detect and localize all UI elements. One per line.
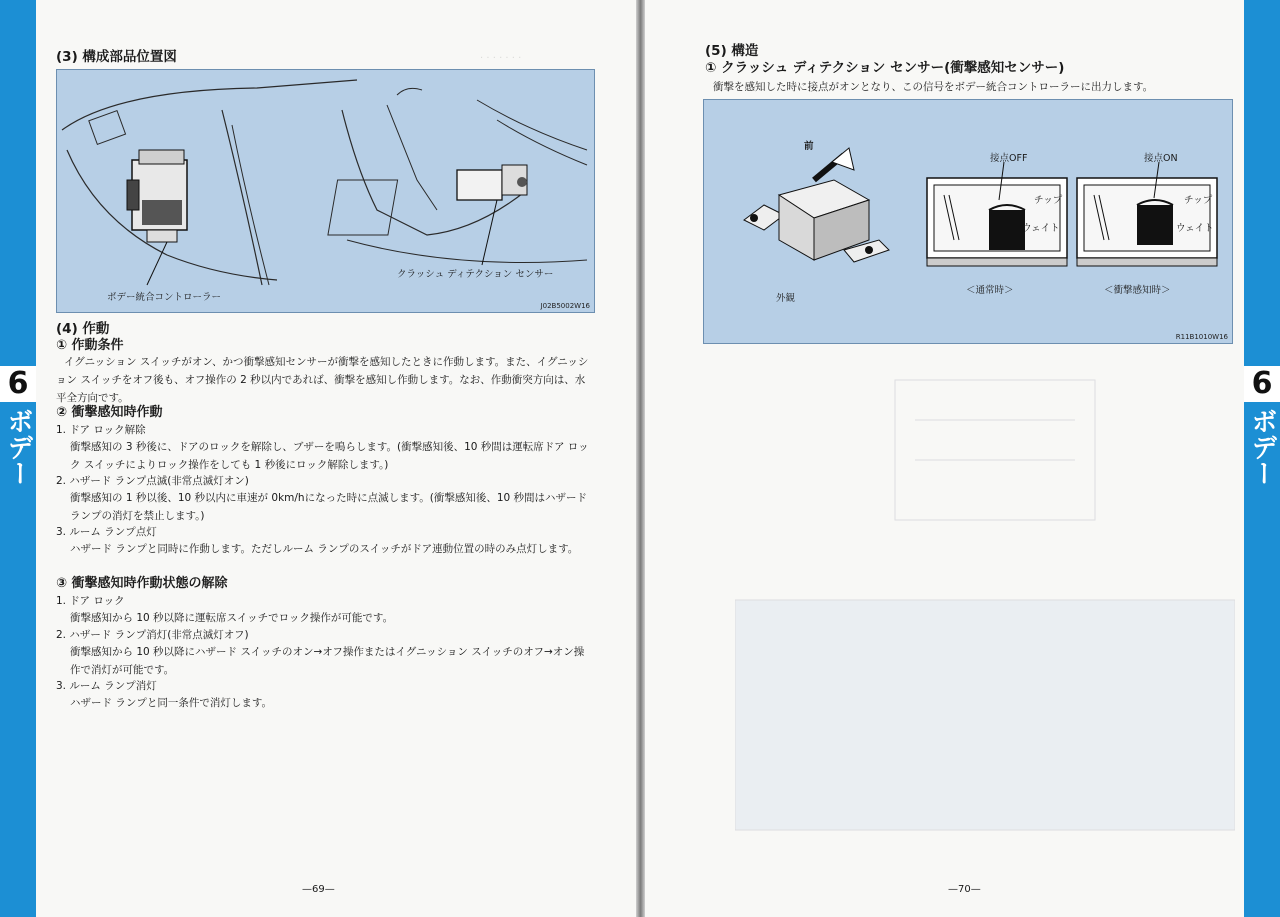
paragraph: 衝撃を感知した時に接点がオンとなり、この信号をボデー統合コントローラーに出力します。 [713, 81, 1154, 93]
chapter-tab-left [0, 0, 36, 917]
left-page [0, 0, 636, 917]
section-title: (3) 構成部品位置図 [56, 49, 177, 65]
contact-on-label: 接点ON [1144, 153, 1178, 164]
sensor-callout: クラッシュ ディテクション センサー [397, 269, 554, 280]
chapter-tab-right [1244, 0, 1280, 917]
list-item-body: 衝撃感知から 10 秒以降に運転席スイッチでロック操作が可能です。 [70, 612, 394, 624]
sensor-structure-figure [703, 99, 1233, 344]
list-item-head: 2. ハザード ランプ消灯(非常点滅灯オフ) [56, 629, 249, 641]
crash-sensor-drawing [457, 165, 527, 200]
chip-label: チップ [1034, 195, 1063, 206]
weight-label: ウェイト [1176, 223, 1214, 234]
section-title: (4) 作動 [56, 321, 110, 337]
contact-off-label: 接点OFF [990, 153, 1028, 164]
list-item-head: 1. ドア ロック解除 [56, 424, 146, 436]
list-item-head: 2. ハザード ランプ点滅(非常点滅灯オン) [56, 475, 249, 487]
sensor-structure-illustration [704, 100, 1232, 343]
appearance-label: 外観 [776, 293, 796, 304]
list-item-body: 衝撃感知から 10 秒以降にハザード スイッチのオン→オフ操作またはイグニッション スイッチのオフ→オン操作で消灯が可能です。 [70, 646, 585, 676]
paragraph: イグニッション スイッチがオン、かつ衝撃感知センサーが衝撃を感知したときに作動します。また、イグニッション スイッチをオフ後も、オフ操作の 2 秒以内であれば、衝撃を感知し作動します。なお、作動衝突方向は、水平全方向です。 [56, 356, 589, 404]
list-item-body: ハザード ランプと同一条件で消灯します。 [70, 697, 272, 709]
show-through-diagram [735, 360, 1235, 840]
subsection-title: ① 作動条件 [56, 338, 124, 353]
right-page [645, 0, 1280, 917]
sensor-exterior-drawing [744, 180, 889, 262]
book-gutter [636, 0, 645, 917]
subsection-title: ① クラッシュ ディテクション センサー(衝撃感知センサー) [705, 60, 1065, 76]
list-item-body: 衝撃感知の 1 秒以後、10 秒以内に車速が 0km/hになった時に点滅します。(衝撃感知後、10 秒間はハザード ランプの消灯を禁止します。) [70, 492, 588, 522]
weight-label: ウェイト [1022, 223, 1060, 234]
show-through-text: . . . . . . . [480, 50, 522, 61]
chapter-number: 6 [0, 366, 36, 402]
figure-code: J02B5002W16 [540, 302, 590, 310]
component-location-figure [56, 69, 595, 313]
body-controller-drawing [127, 150, 187, 242]
chapter-label: ボデー [3, 408, 33, 486]
controller-callout: ボデー統合コントローラー [107, 292, 222, 303]
normal-caption: ＜通常時＞ [966, 285, 1014, 296]
list-item-head: 3. ルーム ランプ点灯 [56, 526, 157, 538]
list-item-head: 1. ドア ロック [56, 595, 125, 607]
subsection-title: ③ 衝撃感知時作動状態の解除 [56, 576, 228, 591]
impact-caption: ＜衝撃感知時＞ [1104, 285, 1171, 296]
page-number: —70— [948, 884, 981, 895]
front-label: 前 [804, 141, 814, 152]
list-item-body: ハザード ランプと同時に作動します。ただしルーム ランプのスイッチがドア連動位置の時のみ点灯します。 [70, 543, 579, 555]
list-item-body: 衝撃感知の 3 秒後に、ドアのロックを解除し、ブザーを鳴らします。(衝撃感知後、10 秒間は運転席ドア ロック スイッチによりロック操作をしても 1 秒後にロック解除します。) [70, 441, 589, 471]
section-title: (5) 構造 [705, 43, 759, 59]
figure-code: R11B1010W16 [1175, 333, 1228, 341]
chip-label: チップ [1184, 195, 1213, 206]
chapter-number: 6 [1244, 366, 1280, 402]
subsection-title: ② 衝撃感知時作動 [56, 405, 163, 420]
page-number: —69— [302, 884, 335, 895]
chapter-label: ボデー [1247, 408, 1277, 486]
list-item-head: 3. ルーム ランプ消灯 [56, 680, 157, 692]
